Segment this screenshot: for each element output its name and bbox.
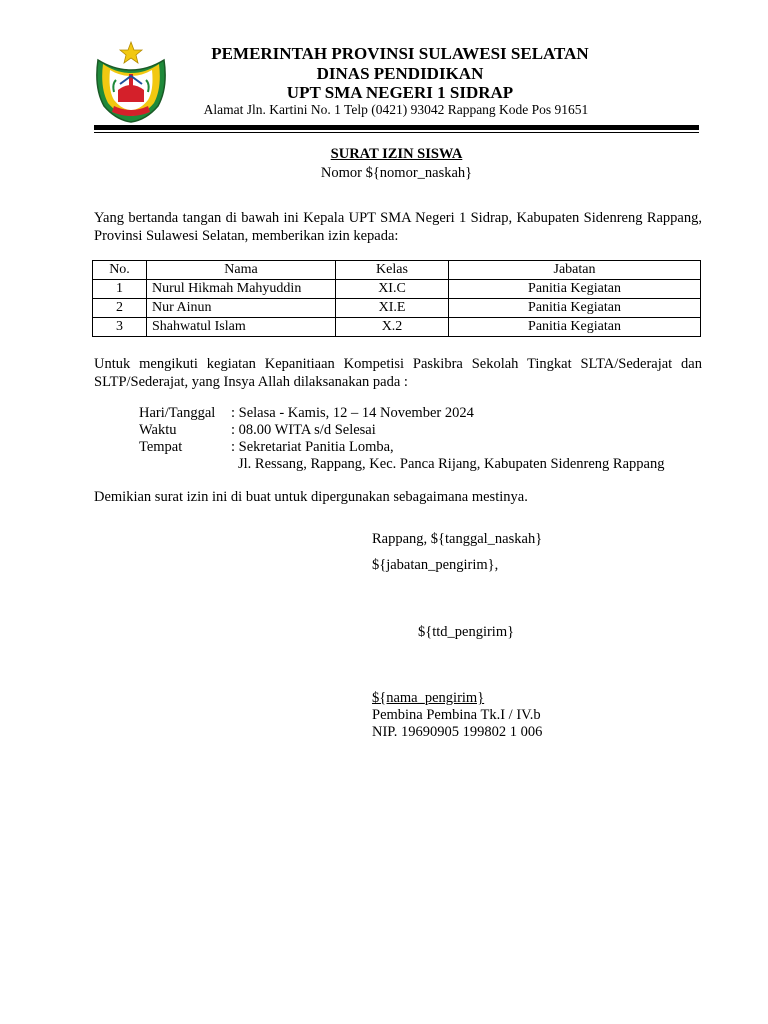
cell-nama: Nur Ainun xyxy=(147,299,336,318)
cell-kelas: XI.C xyxy=(336,280,449,299)
signer-nip: NIP. 19690905 199802 1 006 xyxy=(372,724,543,740)
detail-row-waktu xyxy=(139,422,664,439)
cell-kelas: XI.E xyxy=(336,299,449,318)
cell-no: 3 xyxy=(93,318,147,337)
detail-label: Hari/Tanggal xyxy=(139,405,216,421)
header-nama: Nama xyxy=(147,261,336,280)
signer-name: ${nama_pengirim} xyxy=(372,690,485,706)
cell-kelas: X.2 xyxy=(336,318,449,337)
kop-line-1: PEMERINTAH PROVINSI SULAWESI SELATAN xyxy=(211,44,589,63)
detail-row-hari xyxy=(139,405,664,422)
student-table xyxy=(92,260,701,337)
header-jabatan: Jabatan xyxy=(449,261,701,280)
letter-title: SURAT IZIN SISWA xyxy=(330,146,463,162)
header-rule-thin xyxy=(94,132,699,133)
signer-rank: Pembina Pembina Tk.I / IV.b xyxy=(372,707,541,723)
detail-row-tempat xyxy=(139,439,664,456)
kop-line-3: UPT SMA NEGERI 1 SIDRAP xyxy=(286,83,514,102)
detail-value: : Selasa - Kamis, 12 – 14 November 2024 xyxy=(231,405,474,421)
table-row xyxy=(93,280,701,299)
cell-nama: Shahwatul Islam xyxy=(147,318,336,337)
kop-line-2: DINAS PENDIDIKAN xyxy=(316,64,484,83)
event-details xyxy=(139,405,664,473)
detail-label: Tempat xyxy=(139,439,183,455)
header-rule-thick xyxy=(94,125,699,130)
closing-paragraph: Demikian surat izin ini di buat untuk dipergunakan sebagaimana mestinya. xyxy=(94,489,528,505)
cell-no: 1 xyxy=(93,280,147,299)
table-header-row xyxy=(93,261,701,280)
detail-label: Waktu xyxy=(139,422,177,438)
header-kelas: Kelas xyxy=(336,261,449,280)
cell-jabatan: Panitia Kegiatan xyxy=(449,318,701,337)
cell-nama: Nurul Hikmah Mahyuddin xyxy=(147,280,336,299)
cell-no: 2 xyxy=(93,299,147,318)
signature-place-date: Rappang, ${tanggal_naskah} xyxy=(372,531,543,547)
letter-number: Nomor ${nomor_naskah} xyxy=(320,165,473,181)
cell-jabatan: Panitia Kegiatan xyxy=(449,299,701,318)
provincial-emblem-icon xyxy=(90,40,172,124)
signature-block xyxy=(372,690,542,741)
detail-value: : 08.00 WITA s/d Selesai xyxy=(231,422,376,438)
kop-address: Alamat Jln. Kartini No. 1 Telp (0421) 93042 Rappang Kode Pos 91651 xyxy=(203,102,589,117)
signature-position: ${jabatan_pengirim}, xyxy=(372,557,499,573)
table-row xyxy=(93,318,701,337)
purpose-paragraph: Untuk mengikuti kegiatan Kepanitiaan Kompetisi Paskibra Sekolah Tingkat SLTA/Sederajat dan SLTP/Sederajat, yang Insya Allah dilaksanakan pada : xyxy=(94,356,702,390)
header-no: No. xyxy=(93,261,147,280)
detail-value: : Sekretariat Panitia Lomba, xyxy=(231,439,394,455)
cell-jabatan: Panitia Kegiatan xyxy=(449,280,701,299)
intro-paragraph: Yang bertanda tangan di bawah ini Kepala UPT SMA Negeri 1 Sidrap, Kabupaten Sidenreng Rappang, Provinsi Sulawesi Selatan, memberikan izin kepada: xyxy=(94,210,702,244)
table-row xyxy=(93,299,701,318)
detail-value-continued: Jl. Ressang, Rappang, Kec. Panca Rijang, Kabupaten Sidenreng Rappang xyxy=(238,456,665,472)
signature-placeholder: ${ttd_pengirim} xyxy=(418,624,515,640)
